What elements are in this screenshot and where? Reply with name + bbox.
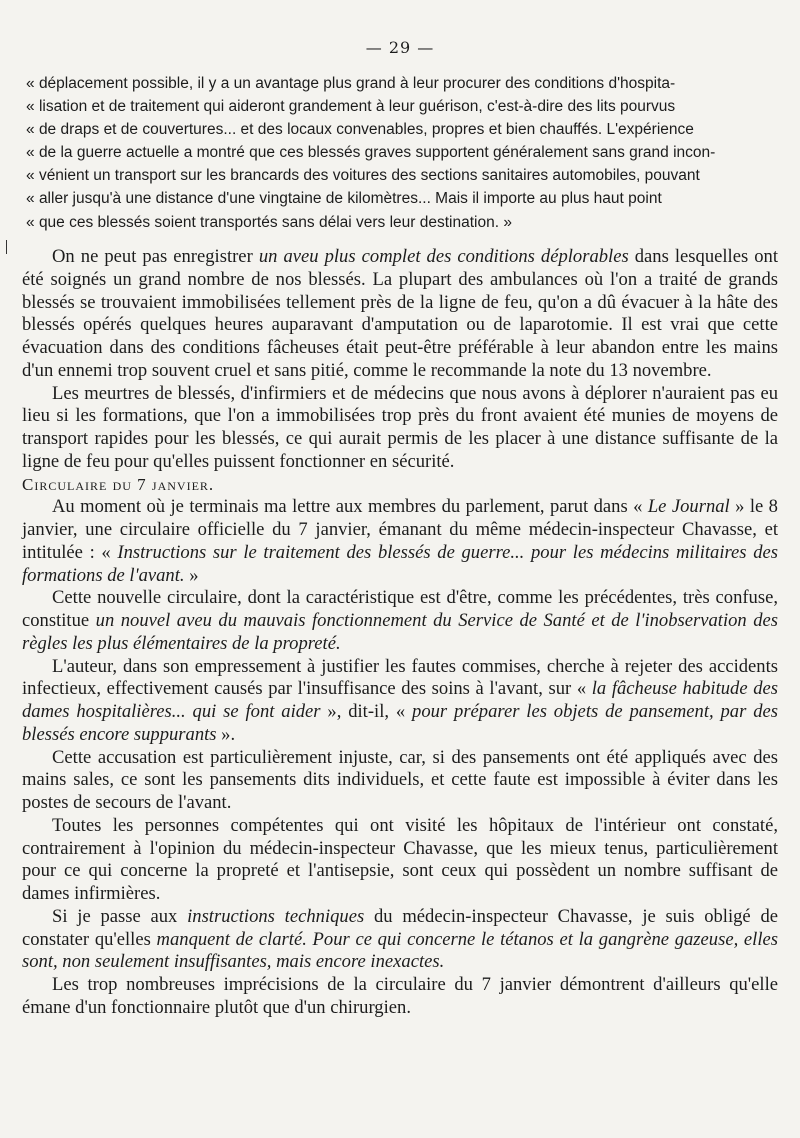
- quote-line: « déplacement possible, il y a un avantage plus grand à leur procurer des conditions d'hospita-: [26, 75, 676, 92]
- quoted-passage: [26, 72, 776, 234]
- paragraph: Au moment où je terminais ma lettre aux membres du parlement, parut dans « Le Journal » le 8 janvier, une circulaire officielle du 7 janvier, émanant du même médecin-inspecteur Chavasse, et intitulée : « Instructions sur le traitement des blessés de guerre... pour les médecins militaires des formations de l'avant. »: [22, 496, 778, 586]
- quote-line: « lisation et de traitement qui aideront grandement à leur guérison, c'est-à-dire des lits pourvus: [26, 98, 676, 116]
- quote-line: « aller jusqu'à une distance d'une vingtaine de kilomètres... Mais il importe au plus haut point: [26, 190, 662, 208]
- paragraph: Les meurtres de blessés, d'infirmiers et de médecins que nous avons à déplorer n'auraient pas eu lieu si les formations, que l'on a immobilisées trop près du front avaient été munies de moyens de transport rapides pour les blessés, ce qui aurait permis de les placer à une distance suffisante de la ligne de feu pour qu'elles puissent fonctionner en sécurité.: [22, 382, 778, 472]
- quote-line: « que ces blessés soient transportés sans délai vers leur destination. »: [26, 213, 512, 231]
- quote-line: « vénient un transport sur les brancards des voitures des sections sanitaires automobiles, pouvant: [26, 167, 700, 185]
- paragraph: On ne peut pas enregistrer un aveu plus complet des conditions déplorables dans lesquelles ont été soignés un grand nombre de nos blessés. La plupart des ambulances où l'on a traité de grands blessés se trouvaient immobilisées tellement près de la ligne de feu, qu'on a dû évacuer à la hâte des blessés opérés quelques heures auparavant d'amputation ou de laparotomie. Il est vrai que cette évacuation dans des conditions fâcheuses était peut-être préférable à leur abandon entre les mains d'un ennemi trop souvent cruel et sans pitié, comme le recommande la note du 13 novembre.: [22, 246, 779, 381]
- quote-line: « de la guerre actuelle a montré que ces blessés graves supportent généralement sans grand incon-: [26, 144, 716, 162]
- margin-mark: [6, 240, 7, 254]
- paragraph: Cette nouvelle circulaire, dont la caractéristique est d'être, comme les précédentes, très confuse, constitue un nouvel aveu du mauvais fonctionnement du Service de Santé et de l'inobservation des règles les plus élémentaires de la propreté.: [22, 587, 778, 654]
- paragraph: Toutes les personnes compétentes qui ont visité les hôpitaux de l'intérieur ont constaté, contrairement à l'opinion du médecin-inspecteur Chavasse, que les mieux tenus, particulièrement pour ce qui concerne la propreté et l'antisepsie, sont ceux qui possèdent un nombre suffisant de dames infirmières.: [22, 814, 778, 904]
- paragraph: Cette accusation est particulièrement injuste, car, si des pansements ont été appliqués avec des mains sales, ce sont les pansements dits individuels, et cette faute est impossible à éviter dans les postes de secours de l'avant.: [22, 746, 778, 813]
- paragraph: Les trop nombreuses imprécisions de la circulaire du 7 janvier démontrent d'ailleurs qu'elle émane d'un fonctionnaire plutôt que d'un chirurgien.: [22, 974, 778, 1018]
- body-text: [22, 246, 778, 1020]
- section-heading: Circulaire du 7 janvier.: [22, 474, 215, 494]
- paragraph: L'auteur, dans son empressement à justifier les fautes commises, cherche à rejeter des accidents infectieux, effectivement causés par l'insuffisance des soins à l'avant, sur « la fâcheuse habitude des dames hospitalières... qui se font aider », dit-il, « pour préparer les objets de pansement, par des blessés encore suppurants ».: [22, 655, 778, 745]
- page-number: — 29 —: [365, 38, 435, 57]
- paragraph: Si je passe aux instructions techniques du médecin-inspecteur Chavasse, je suis obligé de constater qu'elles manquent de clarté. Pour ce qui concerne le tétanos et la gangrène gazeuse, elles sont, non seulement insuffisantes, mais encore inexactes.: [22, 905, 778, 973]
- quote-line: « de draps et de couvertures... et des locaux convenables, propres et bien chauffés. L'expérience: [26, 121, 694, 139]
